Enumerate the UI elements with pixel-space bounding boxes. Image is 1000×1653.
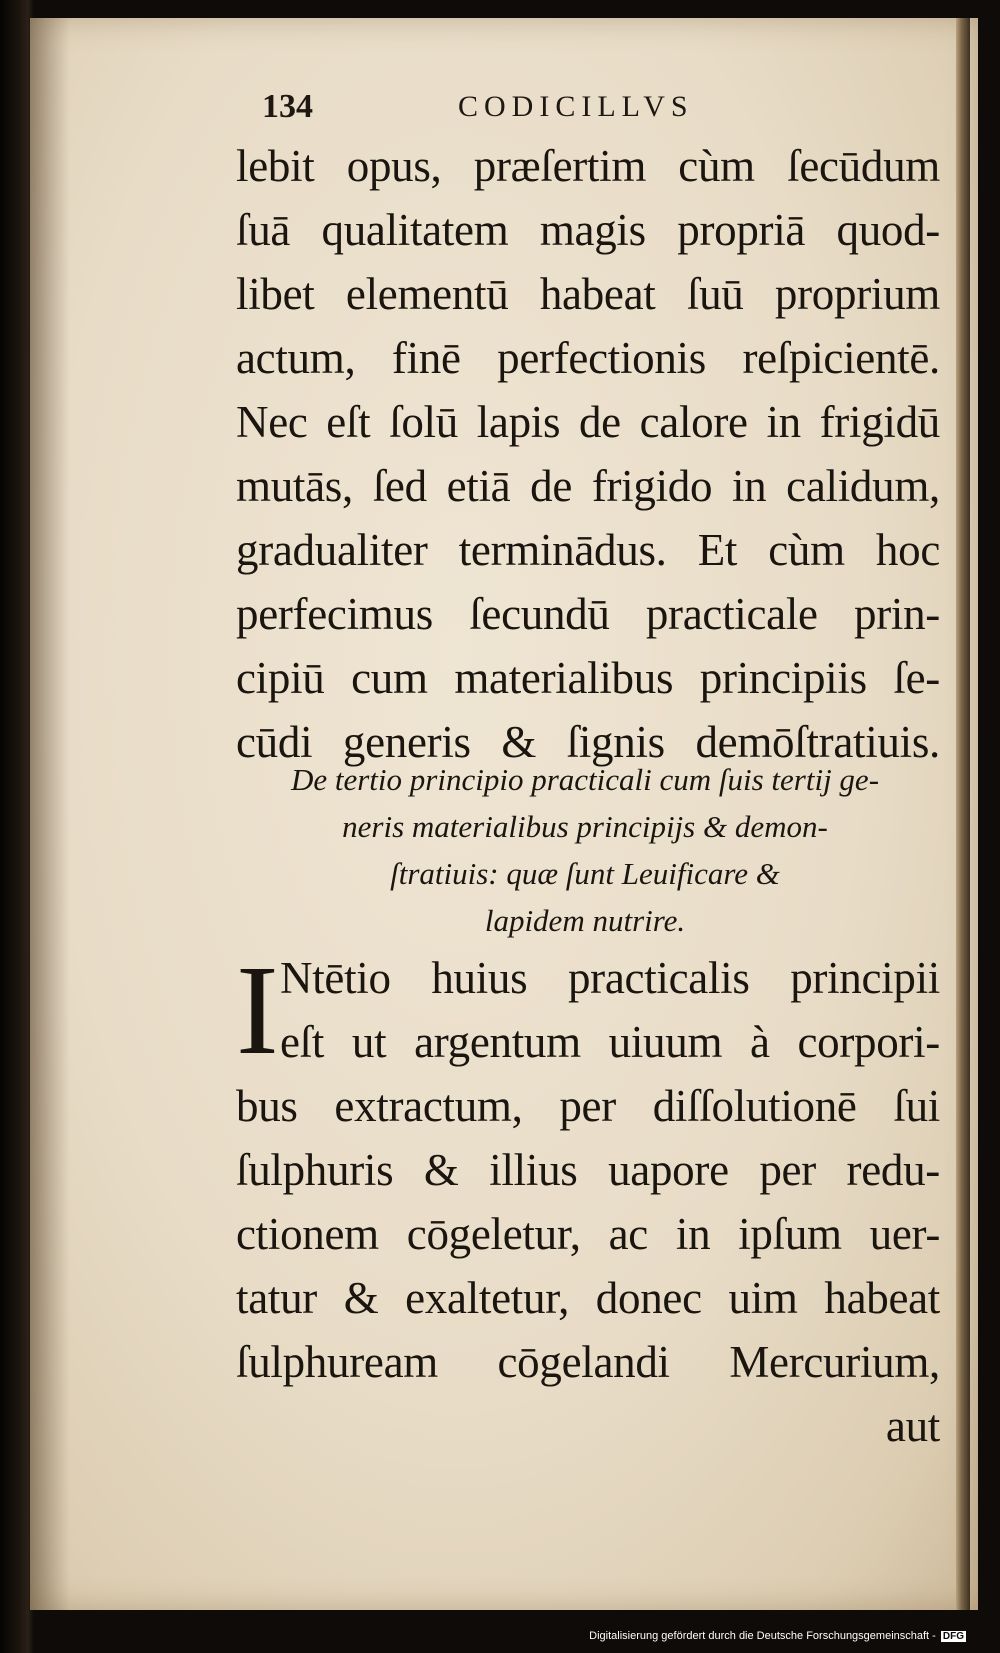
- text-line: ſulphuream cōgelandi Mercurium,: [236, 1337, 940, 1387]
- paragraph-1: [236, 134, 940, 774]
- credit-text: Digitalisierung gefördert durch die Deutsche Forschungsgemeinschaft -: [589, 1630, 936, 1642]
- text-line: tatur & exaltetur, donec uim habeat: [236, 1273, 940, 1323]
- section-heading: [250, 756, 920, 944]
- text-line: eſt ut argentum uiuum à corpori-: [280, 1017, 940, 1067]
- dfg-logo: DFG: [942, 1631, 964, 1642]
- digitization-credit: [589, 1630, 966, 1642]
- text-line: mutās, ſed etiā de frigido in calidum,: [236, 461, 940, 511]
- running-title: CODICILLVS: [458, 90, 694, 123]
- text-line: ſuā qualitatem magis propriā quod-: [236, 205, 940, 255]
- heading-line: neris materialibus principijs & demon-: [342, 809, 828, 844]
- text-line: actum, finē perfectionis reſpicientē.: [236, 333, 940, 383]
- text-line: lebit opus, præſertim cùm ſecūdum: [236, 141, 940, 191]
- catchword: aut: [885, 1401, 940, 1451]
- page-number: 134: [262, 88, 313, 125]
- text-line: Nec eſt ſolū lapis de calore in frigidū: [236, 397, 940, 447]
- running-head: [262, 88, 742, 128]
- text-line: libet elementū habeat ſuū proprium: [236, 269, 940, 319]
- text-line: gradualiter terminādus. Et cùm hoc: [236, 525, 940, 575]
- text-line: cipiū cum materialibus principiis ſe-: [236, 653, 940, 703]
- text-line: ctionem cōgeletur, ac in ipſum uer-: [236, 1209, 940, 1259]
- drop-cap: I: [236, 939, 279, 1081]
- text-line: perfecimus ſecundū practicale prin-: [236, 589, 940, 639]
- heading-line: ſtratiuis: quæ ſunt Leuificare &: [390, 856, 780, 891]
- page-edge: [956, 18, 970, 1610]
- text-line: cūdi generis & ſignis demōſtratiuis.: [236, 717, 940, 767]
- heading-line: De tertio principio practicali cum ſuis tertij ge-: [290, 762, 880, 797]
- text-line: Ntētio huius practicalis principii: [280, 953, 940, 1003]
- paragraph-2: [236, 939, 940, 1458]
- text-line: bus extractum, per diſſolutionē ſui: [236, 1081, 940, 1131]
- heading-line: lapidem nutrire.: [484, 903, 686, 938]
- text-line: ſulphuris & illius uapore per redu-: [236, 1145, 940, 1195]
- spine-shadow: [30, 18, 70, 1610]
